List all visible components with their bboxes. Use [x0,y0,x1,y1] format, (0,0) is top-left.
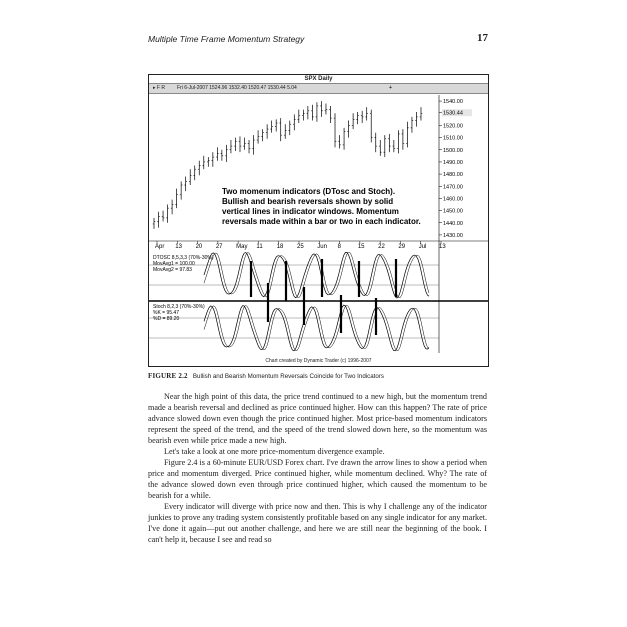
price-bar [347,121,350,138]
date-axis [155,241,446,250]
oscillator-panels [149,252,488,351]
stoch-d: %D = 89.20 [153,316,180,322]
price-bar [302,110,305,121]
price-bar [216,147,219,160]
price-bar [266,124,269,139]
date-tick-label: 29 [398,244,406,250]
price-bar [230,140,233,153]
chart-footer: Chart created by Dynamic Trader (c) 1996-2007 [265,358,372,364]
price-bar [406,122,409,148]
running-head-title: Multiple Time Frame Momentum Strategy [148,34,305,44]
price-bar [379,140,382,156]
price-bar [166,205,169,223]
stoch-fast-line [204,305,429,351]
body-text [148,391,487,545]
stoch-label: Stoch 8,2,3 (70%-30%) [153,304,205,310]
price-bar [361,111,364,123]
price-bar [157,212,160,228]
price-bar [307,106,310,119]
price-bar [270,121,273,133]
price-bar [184,177,187,192]
date-tick-label: May [236,244,248,250]
price-bar [325,104,328,115]
price-bar [338,135,341,148]
price-bar [420,107,423,120]
price-bar [257,130,260,143]
price-bar [343,128,346,150]
price-bar [162,211,165,222]
chart-title: SPX Daily [304,76,333,82]
annotation-line-2: Bullish and bearish reversals shown by solid [222,197,394,206]
figure-chart [148,74,489,367]
toolbar-bar-info: Fri 6-Jul-2007 1524.96 1532.40 1520.47 1530.44 5.04 [177,85,297,91]
stoch-k: %K = 95.47 [153,310,179,316]
date-tick-label: 13 [175,244,182,250]
price-bar [171,200,174,215]
price-bar [365,107,368,120]
price-tick-label: 1500.00 [443,147,463,154]
price-bar [316,102,319,121]
price-bar [202,156,205,169]
price-bar [383,135,386,157]
price-bar [225,145,228,162]
price-tick-label: 1440.00 [443,220,463,227]
caption-label: FIGURE 2.2 [148,372,188,380]
annotation-line-1: Two momenum indicators (DTosc and Stoch). [222,187,396,196]
price-bar [221,150,224,161]
price-bar [329,106,332,123]
price-bar [284,124,287,139]
price-bar [397,130,400,153]
price-bar [234,138,237,151]
date-tick-label: Apr [155,244,165,250]
price-bar [288,121,291,136]
paragraph: Figure 2.4 is a 60-minute EUR/USD Forex chart. I've drawn the arrow lines to show a period when price and momentum diverged. Price continued higher, while momentum declined. Why? The rate of the advance slowed down even through price continued higher, which caused the momentum to be bearish for a while. [148,458,487,500]
price-bar [180,181,183,199]
price-tick-label: 1450.00 [443,208,463,215]
price-bar [415,112,418,127]
price-tick-label: 1530.44 [443,110,463,117]
price-bar [311,105,314,121]
price-tick-label: 1540.00 [443,99,463,106]
stoch-slow-line [204,305,429,351]
paragraph: Near the high point of this data, the price trend continued to a new high, but the momentum trend made a bearish reversal and declined as price continued higher. How can this happen? The rate of price advance slowed down even though the price continued higher. Most price-based momentum indicators represent the speed of the trend, and the speed of the trend slowed down here, so the momentum was bearish even while price made a new high. [148,392,487,445]
price-bar [293,114,296,130]
price-bar [370,110,373,143]
price-tick-label: 1460.00 [443,196,463,203]
price-bar [393,140,396,152]
annotation-line-3: vertical lines in indicator windows. Momentum [222,207,399,216]
toolbar-buttons[interactable]: ▸ F R [153,85,165,91]
price-bar [175,189,178,208]
paragraph: Every indicator will diverge with price now and then. This is why I challenge any of the indicator junkies to prove any trading system consistently profitable based on any single indicator for any market. I've done it again—put out another challenge, and here we are still near the beginning of the book. I can't help it, because I see and read so [148,502,487,544]
price-bar [374,133,377,152]
dtosc-label: DTOSC 8,5,3,3 (70%-30%) [153,255,214,261]
date-tick-label: 20 [195,244,203,250]
price-tick-label: 1480.00 [443,172,463,179]
price-bar [320,101,323,117]
price-bar [212,152,215,167]
price-bar [207,157,210,167]
price-tick-label: 1470.00 [443,184,463,191]
date-tick-label: 25 [297,244,304,250]
date-tick-label: 22 [378,244,385,250]
price-axis [439,99,472,239]
running-head [148,34,488,48]
price-tick-label: 1510.00 [443,135,463,142]
date-tick-label: Jul [418,244,427,250]
price-bar [334,113,337,147]
price-bar [252,135,255,154]
figure-caption [148,372,488,380]
price-bar [411,117,414,133]
price-bar [388,134,391,152]
date-tick-label: 15 [357,244,365,250]
price-bar [402,129,405,150]
paragraph: Let's take a look at one more price-momentum divergence example. [164,447,385,456]
price-bar [153,218,156,229]
dtosc-movavg1: MovAvg1 = 100.00 [153,261,195,267]
price-bar [352,113,355,129]
price-bar [198,161,201,176]
price-bar [356,112,359,124]
price-bar [275,119,278,131]
price-bar [298,110,301,123]
price-tick-label: 1430.00 [443,232,463,239]
toolbar-plus-button[interactable]: + [389,85,392,91]
price-bar [193,166,196,181]
page-number: 17 [477,32,488,44]
date-tick-label: 13 [439,244,446,250]
date-tick-label: 11 [256,244,263,250]
chart-canvas [149,75,488,366]
date-tick-label: 8 [337,244,341,250]
date-tick-label: Jun [317,244,327,250]
price-bar [243,138,246,150]
price-tick-label: 1490.00 [443,159,463,166]
date-tick-label: 27 [215,244,223,250]
price-bar [248,140,251,153]
price-bar [239,136,242,152]
annotation-line-4: reversals made within a bar or two in each indicator. [222,217,421,226]
price-tick-label: 1520.00 [443,123,463,130]
date-tick-label: 18 [276,244,284,250]
price-bar [279,118,282,141]
caption-text: Bullish and Bearish Momentum Reversals Coincide for Two Indicators [192,373,385,380]
price-bar [261,129,264,141]
price-bar [189,169,192,185]
dtosc-movavg2: MovAvg2 = 97.83 [153,267,192,273]
